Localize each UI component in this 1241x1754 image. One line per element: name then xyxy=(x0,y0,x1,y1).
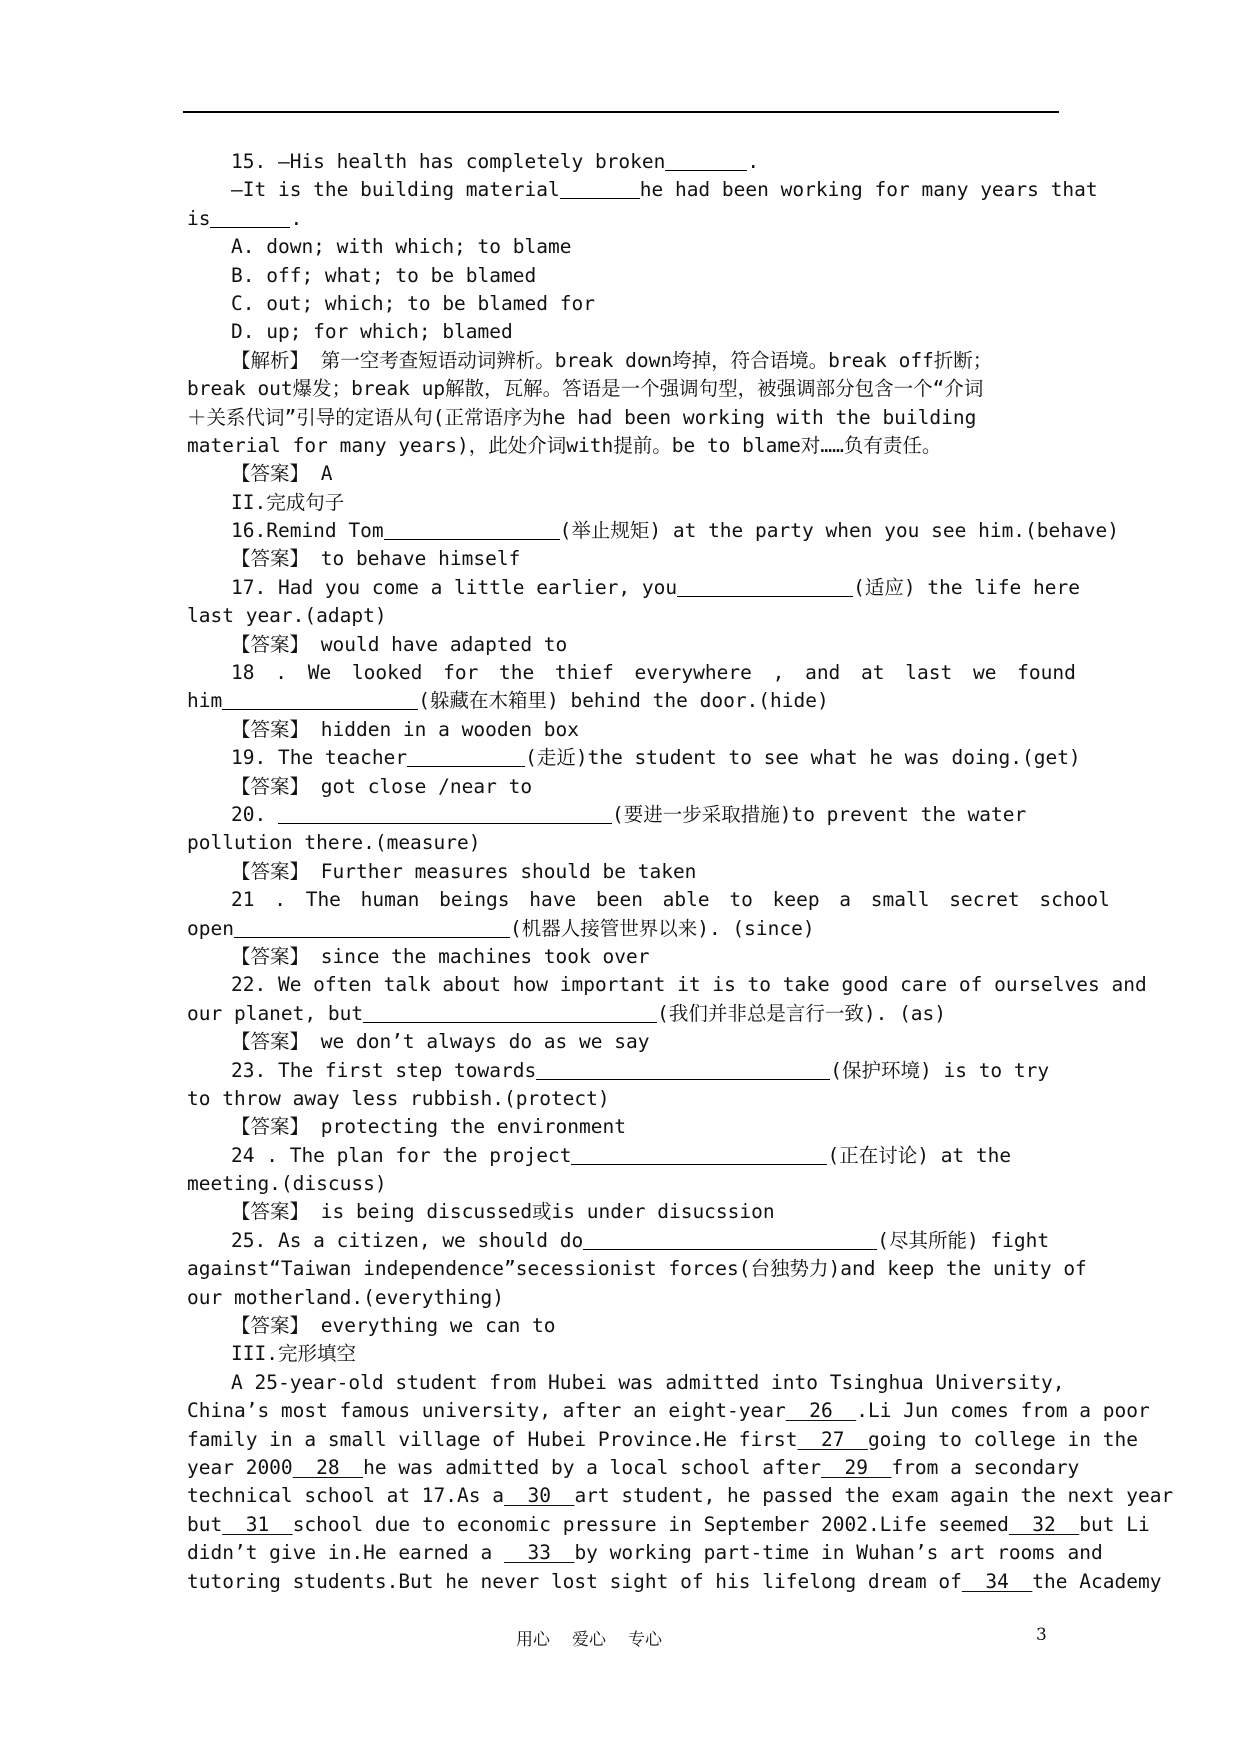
q20-stem-cont: (要进一步采取措施)to prevent the water xyxy=(611,802,1027,826)
q21-line-1: 21 . The human beings have been able to keep a small secret school xyxy=(231,888,1110,912)
section-2-title: II.完成句子 xyxy=(231,490,345,514)
q22-stem-cont: (我们并非总是言行一致). (as) xyxy=(657,1001,947,1025)
q15-analysis-1: 【解析】 第一空考查短语动词辨析。break down垮掉，符合语境。break off折断； xyxy=(231,348,993,372)
cloze-blank-29: 29 xyxy=(821,1455,892,1479)
q19-stem-cont: (走近)the student to see what he was doing.(get) xyxy=(525,746,1081,770)
answer-blank xyxy=(384,520,560,540)
cloze-text: art student, he passed the exam again the next year xyxy=(574,1484,1174,1508)
cloze-text: family in a small village of Hubei Province.He first xyxy=(187,1427,798,1451)
page-number: 3 xyxy=(1036,1625,1047,1645)
q25-stem-cont: (尽其所能) fight xyxy=(877,1228,1050,1252)
q25-answer: 【答案】 everything we can to xyxy=(231,1314,556,1338)
cloze-text: by working part-time in Wuhan’s art rooms and xyxy=(574,1541,1103,1565)
cloze-line-5 xyxy=(187,1482,1174,1510)
q18-word: him xyxy=(187,689,223,713)
q21-stem-cont: (机器人接管世界以来). (since) xyxy=(509,916,815,940)
q20-answer: 【答案】 Further measures should be taken xyxy=(231,859,697,883)
q17-line-1 xyxy=(187,574,1095,602)
q22-answer: 【答案】 we don’t always do as we say xyxy=(231,1030,650,1054)
cloze-line-1: A 25-year-old student from Hubei was admitted into Tsinghua University, xyxy=(231,1370,1065,1394)
q16-stem: 16.Remind Tom xyxy=(231,519,384,543)
q18-stem-cont: (躲藏在木箱里) behind the door.(hide) xyxy=(418,689,829,713)
q16-stem-cont: (举止规矩) at the party when you see him.(behave) xyxy=(559,519,1119,543)
cloze-line-7 xyxy=(187,1539,1103,1567)
cloze-text: China’s most famous university, after an eight-year xyxy=(187,1399,786,1423)
q16-answer: 【答案】 to behave himself xyxy=(231,547,521,571)
q19-line xyxy=(187,744,1095,772)
cloze-line-8 xyxy=(187,1568,1162,1596)
q16-line xyxy=(187,517,1119,545)
footer-motto xyxy=(516,1625,684,1650)
q15-analysis-2: break out爆发；break up解散，瓦解。答语是一个强调句型，被强调部分包含一个“介词 xyxy=(187,377,984,401)
q23-stem-cont: (保护环境) is to try xyxy=(830,1058,1050,1082)
cloze-blank-31: 31 xyxy=(222,1512,293,1536)
q15-response: —It is the building material xyxy=(231,178,560,202)
q15-analysis-3: ＋关系代词”引导的定语从句(正常语序为he had been working with the building xyxy=(187,405,977,429)
q15-response-cont: he had been working for many years that xyxy=(639,178,1098,202)
q24-line-1 xyxy=(187,1142,1095,1170)
q23-line-2: to throw away less rubbish.(protect) xyxy=(187,1086,610,1110)
header-rule xyxy=(183,111,1059,113)
cloze-line-2 xyxy=(187,1397,1150,1425)
q17-answer: 【答案】 would have adapted to xyxy=(231,632,568,656)
q24-answer: 【答案】 is being discussed或is under disucssion xyxy=(231,1200,775,1224)
cloze-text: the Academy xyxy=(1032,1569,1162,1593)
q24-line-2: meeting.(discuss) xyxy=(187,1172,387,1196)
cloze-text: technical school at 17.As a xyxy=(187,1484,504,1508)
q20-number: 20. xyxy=(231,802,267,826)
cloze-text: didn’t give in.He earned a xyxy=(187,1541,504,1565)
q15-option-c: C. out; which; to be blamed for xyxy=(231,291,595,315)
q18-answer: 【答案】 hidden in a wooden box xyxy=(231,717,580,741)
q15-response-end: is xyxy=(187,206,211,230)
q25-line-2: against“Taiwan independence”secessionist forces(台独势力)and keep the unity of xyxy=(187,1257,1087,1281)
q15-punct: . xyxy=(747,150,760,173)
cloze-blank-33: 33 xyxy=(503,1541,575,1565)
cloze-text: school due to economic pressure in September 2002.Life seemed xyxy=(292,1512,1009,1536)
q15-option-a: A. down; with which; to blame xyxy=(231,235,572,259)
cloze-text: going to college in the xyxy=(867,1427,1138,1451)
cloze-blank-32: 32 xyxy=(1008,1512,1080,1536)
q23-answer: 【答案】 protecting the environment xyxy=(231,1115,626,1139)
cloze-text: tutoring students.But he never lost sight of his lifelong dream of xyxy=(187,1569,962,1593)
q15-line-3 xyxy=(187,205,1095,233)
answer-blank xyxy=(560,179,640,199)
section-3-title: III.完形填空 xyxy=(231,1342,356,1366)
cloze-blank-28: 28 xyxy=(292,1455,364,1479)
footer-word: 爱心 xyxy=(572,1630,606,1650)
q21-word: open xyxy=(187,916,234,940)
q15-analysis-4: material for many years)，此处介词with提前。be to blame对……负有责任。 xyxy=(187,433,942,457)
cloze-text: year 2000 xyxy=(187,1455,293,1479)
q17-stem: 17. Had you come a little earlier, you xyxy=(231,575,678,599)
q25-line-1 xyxy=(187,1227,1095,1255)
q23-line-1 xyxy=(187,1057,1095,1085)
footer-word: 用心 xyxy=(516,1630,550,1650)
q24-stem: 24 . The plan for the project xyxy=(231,1143,572,1167)
cloze-blank-34: 34 xyxy=(961,1569,1033,1593)
q21-answer: 【答案】 since the machines took over xyxy=(231,944,650,968)
cloze-line-6 xyxy=(187,1511,1150,1539)
document-body xyxy=(187,148,1174,1596)
cloze-blank-27: 27 xyxy=(797,1427,868,1451)
answer-blank xyxy=(571,1145,827,1165)
q20-line-1 xyxy=(187,801,1095,829)
q15-option-b: B. off; what; to be blamed xyxy=(231,263,537,287)
cloze-blank-26: 26 xyxy=(785,1399,857,1423)
cloze-line-3 xyxy=(187,1426,1138,1454)
q15-line-1 xyxy=(187,148,1095,176)
q18-line-2 xyxy=(187,687,1095,715)
q15-line-2 xyxy=(187,176,1098,204)
q19-stem: 19. The teacher xyxy=(231,746,408,770)
q22-line-2 xyxy=(187,1000,1095,1028)
cloze-text: but xyxy=(187,1512,223,1536)
q15-stem: 15. —His health has completely broken xyxy=(231,150,666,173)
q23-stem: 23. The first step towards xyxy=(231,1058,537,1082)
answer-blank xyxy=(278,804,612,824)
q18-line-1: 18 . We looked for the thief everywhere , and at last we found xyxy=(231,661,1076,685)
q25-line-3: our motherland.(everything) xyxy=(187,1285,504,1309)
cloze-line-4 xyxy=(187,1454,1095,1482)
answer-blank xyxy=(583,1230,877,1250)
answer-blank xyxy=(210,208,290,228)
answer-blank xyxy=(536,1060,830,1080)
q22-line-1: 22. We often talk about how important it is to take good care of ourselves and xyxy=(231,973,1147,997)
cloze-text: but Li xyxy=(1079,1512,1150,1536)
q24-stem-cont: (正在讨论) at the xyxy=(827,1143,1012,1167)
footer-word: 专心 xyxy=(628,1630,662,1650)
q20-line-2: pollution there.(measure) xyxy=(187,831,481,855)
q19-answer: 【答案】 got close /near to xyxy=(231,774,533,798)
q15-option-d: D. up; for which; blamed xyxy=(231,320,513,344)
answer-blank xyxy=(665,151,747,171)
answer-blank xyxy=(222,690,418,710)
cloze-text: he was admitted by a local school after xyxy=(363,1455,821,1479)
answer-blank xyxy=(363,1003,657,1023)
q15-answer: 【答案】 A xyxy=(231,462,333,486)
answer-blank xyxy=(234,918,510,938)
q17-line-2: last year.(adapt) xyxy=(187,604,387,628)
q25-stem: 25. As a citizen, we should do xyxy=(231,1228,584,1252)
cloze-text: .Li Jun comes from a poor xyxy=(856,1399,1150,1423)
cloze-blank-30: 30 xyxy=(503,1484,575,1508)
cloze-text: from a secondary xyxy=(891,1455,1080,1479)
answer-blank xyxy=(677,577,853,597)
answer-blank xyxy=(407,747,525,767)
q17-stem-cont: (适应) the life here xyxy=(853,575,1080,599)
q15-punct: . xyxy=(290,206,303,230)
q21-line-2 xyxy=(187,915,1095,943)
q22-stem: our planet, but xyxy=(187,1001,364,1025)
